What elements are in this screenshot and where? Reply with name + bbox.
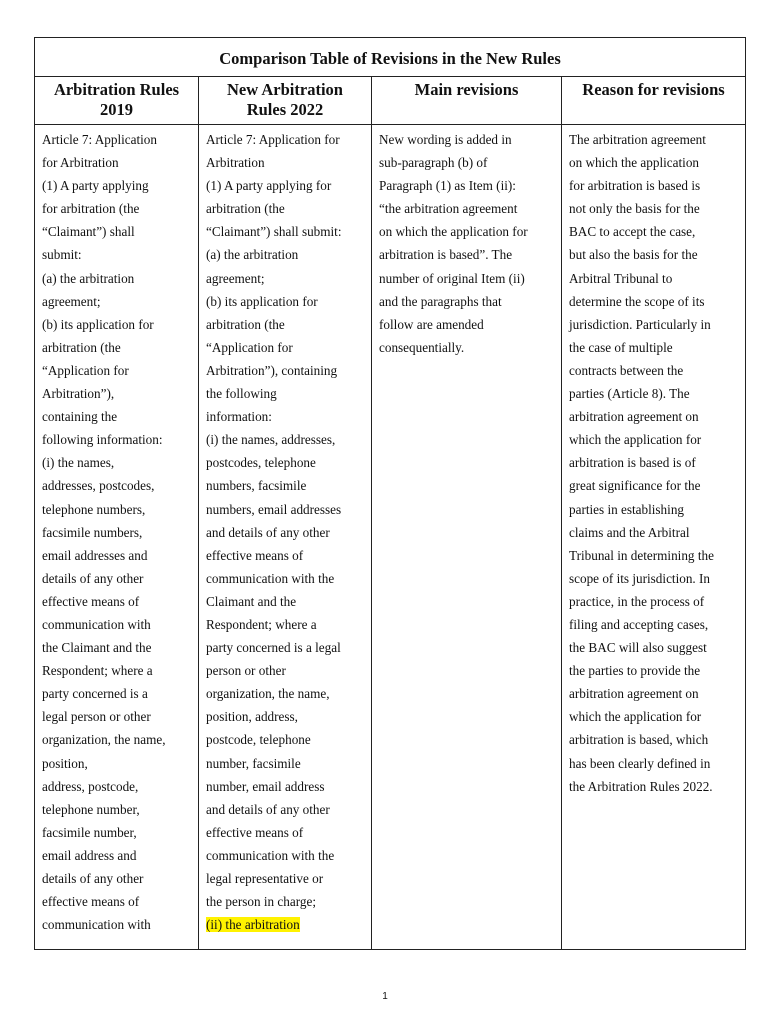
cell-line: (i) the names, <box>42 455 115 471</box>
cell-line: (a) the arbitration <box>206 247 299 263</box>
cell-line: the case of multiple <box>569 339 673 355</box>
cell-line: the Arbitration Rules 2022. <box>569 778 713 794</box>
cell-2022-rules <box>198 125 371 949</box>
cell-line: the Claimant and the <box>42 640 152 656</box>
cell-line: email addresses and <box>42 547 148 563</box>
cell-line: position, address, <box>206 709 298 725</box>
cell-line: addresses, postcodes, <box>42 478 155 494</box>
cell-line: arbitration (the <box>206 201 285 217</box>
cell-line: Arbitration <box>206 155 265 171</box>
cell-line: arbitration (the <box>206 316 285 332</box>
cell-line: (1) A party applying for <box>206 178 332 194</box>
cell-line: the person in charge; <box>206 894 316 910</box>
cell-line: consequentially. <box>379 339 465 355</box>
cell-line: arbitration is based is of <box>569 455 696 471</box>
cell-line: agreement; <box>42 293 101 309</box>
cell-line: arbitration is based, which <box>569 732 709 748</box>
cell-line: submit: <box>42 247 82 263</box>
cell-line: which the application for <box>569 709 702 725</box>
cell-line: communication with <box>42 616 151 632</box>
cell-line: details of any other <box>42 570 144 586</box>
cell-line: Tribunal in determining the <box>569 547 714 563</box>
cell-line: contracts between the <box>569 362 684 378</box>
cell-reason-for-revisions <box>561 125 745 949</box>
cell-line: on which the application <box>569 155 700 171</box>
cell-line: organization, the name, <box>206 686 330 702</box>
cell-line: determine the scope of its <box>569 293 705 309</box>
header-new-arbitration-rules-2022 <box>198 77 371 124</box>
cell-line: communication with <box>42 917 151 933</box>
table-body-row <box>35 125 745 949</box>
cell-line: telephone numbers, <box>42 501 146 517</box>
highlighted-text: (ii) the arbitration <box>206 917 300 933</box>
cell-line: communication with the <box>206 570 335 586</box>
cell-line: the following <box>206 386 277 402</box>
cell-line: number, facsimile <box>206 755 301 771</box>
cell-line: New wording is added in <box>379 132 512 147</box>
cell-line: jurisdiction. Particularly in <box>569 316 711 332</box>
cell-line: Paragraph (1) as Item (ii): <box>379 178 516 194</box>
cell-line: arbitration agreement on <box>569 409 699 425</box>
cell-line: “Claimant”) shall <box>42 224 135 240</box>
cell-line: which the application for <box>569 432 702 448</box>
cell-2019-rules <box>35 125 198 949</box>
cell-line: Article 7: Application <box>42 132 157 147</box>
cell-line: Respondent; where a <box>42 663 153 679</box>
cell-line: number of original Item (ii) <box>379 270 525 286</box>
cell-line: facsimile number, <box>42 824 137 840</box>
cell-line: address, postcode, <box>42 778 139 794</box>
cell-line: party concerned is a <box>42 686 148 702</box>
cell-line: email address and <box>42 847 137 863</box>
cell-line: facsimile numbers, <box>42 524 143 540</box>
cell-line: great significance for the <box>569 478 701 494</box>
cell-line: effective means of <box>42 593 140 609</box>
cell-line: claims and the Arbitral <box>569 524 690 540</box>
cell-line: legal person or other <box>42 709 151 725</box>
cell-line: agreement; <box>206 270 265 286</box>
cell-line: filing and accepting cases, <box>569 616 709 632</box>
cell-line: effective means of <box>206 547 304 563</box>
cell-line: arbitration is based”. The <box>379 247 513 263</box>
cell-line: the parties to provide the <box>569 663 701 679</box>
cell-line: Article 7: Application for <box>206 132 340 147</box>
cell-line: and details of any other <box>206 801 330 817</box>
table-header-row <box>35 77 745 125</box>
page-number: 1 <box>382 991 388 1002</box>
cell-line: organization, the name, <box>42 732 166 748</box>
cell-line: postcodes, telephone <box>206 455 316 471</box>
cell-line: (1) A party applying <box>42 178 149 194</box>
cell-line: the BAC will also suggest <box>569 640 707 656</box>
cell-line: number, email address <box>206 778 325 794</box>
header-arbitration-rules-2019 <box>35 77 198 124</box>
cell-line: numbers, email addresses <box>206 501 342 517</box>
cell-line: “the arbitration agreement <box>379 201 518 217</box>
cell-line: follow are amended <box>379 316 484 332</box>
header-line: 2019 <box>100 100 133 119</box>
cell-line: communication with the <box>206 847 335 863</box>
cell-line: “Claimant”) shall submit: <box>206 224 342 240</box>
cell-line: scope of its jurisdiction. In <box>569 570 711 586</box>
cell-line: sub-paragraph (b) of <box>379 155 488 171</box>
cell-line: practice, in the process of <box>569 593 705 609</box>
cell-line: has been clearly defined in <box>569 755 711 771</box>
cell-line: (b) its application for <box>206 293 318 309</box>
header-line: New Arbitration <box>227 80 343 99</box>
cell-line: party concerned is a legal <box>206 640 341 656</box>
cell-line: (b) its application for <box>42 316 154 332</box>
cell-line: for Arbitration <box>42 155 119 171</box>
cell-line: effective means of <box>42 894 140 910</box>
cell-line: legal representative or <box>206 871 324 886</box>
cell-line: numbers, facsimile <box>206 478 307 494</box>
header-main-revisions <box>371 77 561 124</box>
cell-line: following information: <box>42 432 163 448</box>
header-line: Arbitration Rules <box>53 80 180 99</box>
cell-line: on which the application for <box>379 224 528 240</box>
cell-line: postcode, telephone <box>206 732 311 748</box>
cell-line: containing the <box>42 409 118 425</box>
cell-line: parties (Article 8). The <box>569 386 690 402</box>
cell-line <box>206 913 371 936</box>
cell-line: position, <box>42 755 88 771</box>
cell-line: (a) the arbitration <box>42 270 135 286</box>
cell-line: Arbitral Tribunal to <box>569 270 673 286</box>
comparison-table <box>34 37 746 950</box>
cell-line: BAC to accept the case, <box>569 224 696 240</box>
cell-line: (i) the names, addresses, <box>206 432 336 448</box>
cell-line: parties in establishing <box>569 501 685 517</box>
cell-main-revisions <box>371 125 561 949</box>
header-line: Rules 2022 <box>246 100 324 119</box>
table-title: Comparison Table of Revisions in the New Rules <box>35 38 745 77</box>
cell-line: Arbitration”), containing <box>206 362 338 378</box>
cell-line: arbitration agreement on <box>569 686 699 702</box>
header-line: Reason for revisions <box>582 80 725 99</box>
header-line: Main revisions <box>414 80 519 99</box>
cell-line: The arbitration agreement <box>569 132 706 147</box>
cell-line: “Application for <box>206 339 293 355</box>
cell-line: and the paragraphs that <box>379 293 502 309</box>
cell-line: Respondent; where a <box>206 616 317 632</box>
cell-line: Arbitration”), <box>42 386 115 402</box>
cell-line: information: <box>206 409 272 425</box>
cell-line: effective means of <box>206 824 304 840</box>
cell-line: “Application for <box>42 362 129 378</box>
cell-line: telephone number, <box>42 801 140 817</box>
cell-line: for arbitration (the <box>42 201 140 217</box>
cell-line: for arbitration is based is <box>569 178 701 194</box>
cell-line: arbitration (the <box>42 339 121 355</box>
cell-line: details of any other <box>42 871 144 886</box>
cell-line: Claimant and the <box>206 593 297 609</box>
cell-line: not only the basis for the <box>569 201 700 217</box>
cell-line: and details of any other <box>206 524 330 540</box>
cell-line: person or other <box>206 663 286 679</box>
header-reason-for-revisions <box>561 77 745 124</box>
cell-line: but also the basis for the <box>569 247 698 263</box>
